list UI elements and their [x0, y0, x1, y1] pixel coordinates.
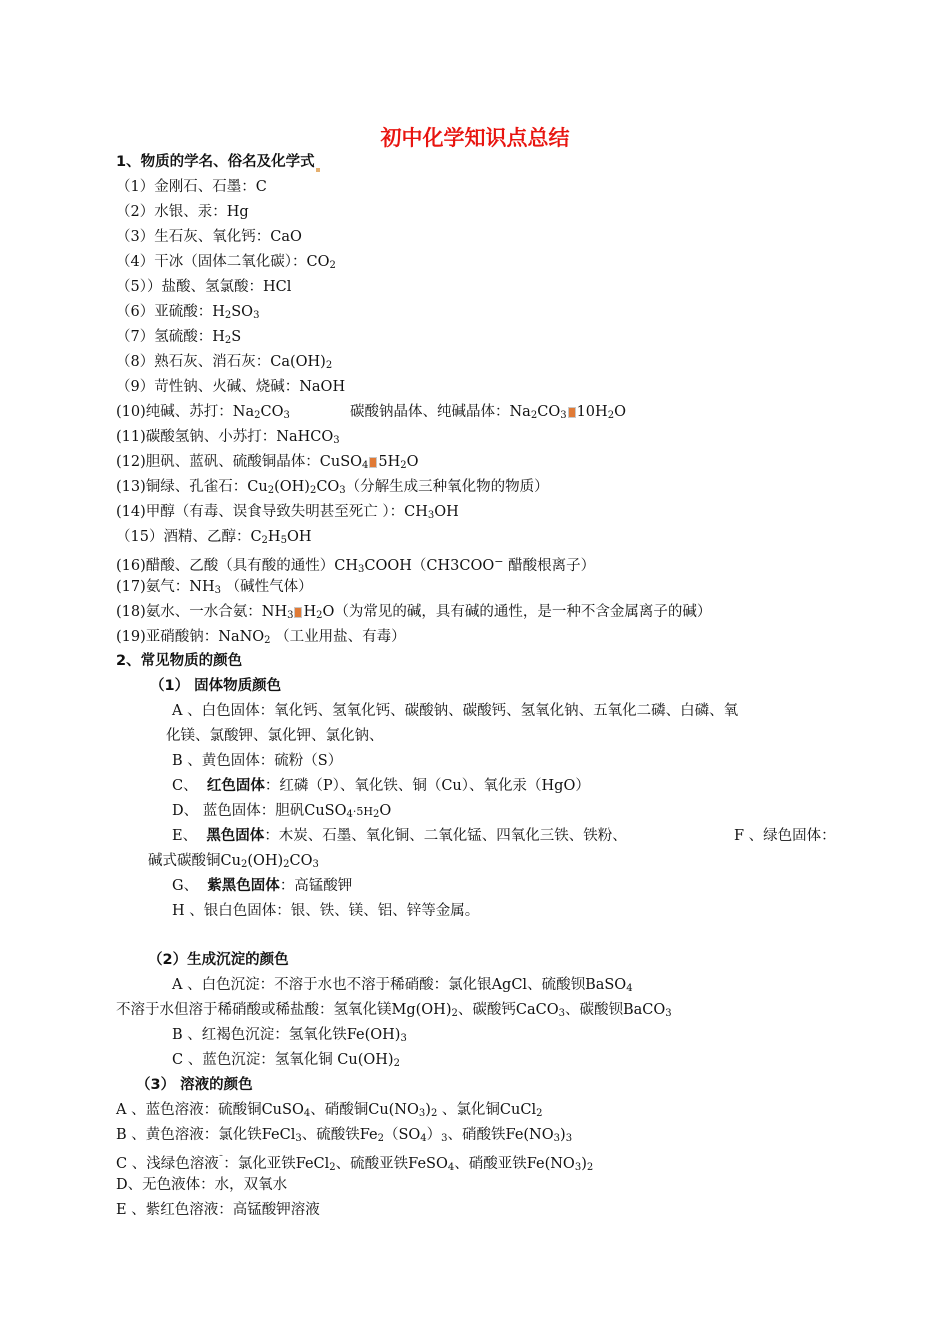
list-item: F 、绿色固体： — [734, 828, 836, 844]
list-item: （2）水银、汞：Hg — [116, 204, 249, 220]
subsection-heading: （2）生成沉淀的颜色 — [148, 952, 289, 968]
list-item: D、 蓝色固体：胆矾$CuSO_4\cdot 5H_2O$ — [172, 803, 392, 820]
list-item: (14)甲醇（有毒、误食导致失明甚至死亡 ）：$CH_3OH$ — [116, 504, 459, 521]
list-item: （1）金刚石、石墨：C — [116, 179, 267, 195]
section-1-heading: 1、物质的学名、俗名及化学式 — [116, 152, 320, 172]
list-item: D、无色液体：水，双氧水 — [116, 1177, 288, 1193]
list-item: （6）亚硫酸：$H_2SO_3$ — [116, 304, 260, 321]
list-item: （15）酒精、乙醇：$C_2H_5OH$ — [116, 529, 312, 546]
list-item: 碳酸钠晶体、纯碱晶体：$Na_2CO_3$ $10H_2O$ — [350, 404, 626, 421]
list-item: （7）氢硫酸：$H_2S$ — [116, 329, 242, 346]
list-item: C 、蓝色沉淀：氢氧化铜 $Cu(OH)_2$ — [172, 1052, 400, 1069]
list-item: A 、蓝色溶液：硫酸铜CuSO$_4$、硝酸铜$Cu(NO_3)_2$ 、氯化铜CuCl$_2$ — [116, 1102, 543, 1119]
list-item: （8）熟石灰、消石灰：$Ca(OH)_2$ — [116, 354, 333, 371]
list-item: A 、白色固体：氧化钙、氢氧化钙、碳酸钠、碳酸钙、氢氧化钠、五氧化二磷、白磷、氧 — [172, 703, 739, 719]
edit-marker-icon — [316, 168, 320, 172]
edit-marker-icon — [568, 407, 576, 418]
list-item: （5））盐酸、氢氯酸：HCl — [116, 279, 292, 295]
list-item: (10)纯碱、苏打：$Na_2CO_3$ — [116, 404, 290, 421]
list-item: B 、红褐色沉淀：氢氧化铁$Fe(OH)_3$ — [172, 1027, 407, 1044]
list-item: 不溶于水但溶于稀硝酸或稀盐酸：氢氧化镁$Mg(OH)_2$、碳酸钙CaCO$_3$、碳酸钡BaCO$_3$ — [116, 1002, 672, 1019]
list-item: H 、银白色固体：银、铁、镁、铝、锌等金属。 — [172, 903, 480, 919]
edit-marker-icon — [369, 457, 377, 468]
list-item: (11)碳酸氢钠、小苏打：NaHCO$_3$ — [116, 429, 340, 446]
list-item: 碱式碳酸铜$Cu_2(OH)_2CO_3$ — [148, 853, 319, 870]
list-item: (18)氨水、一水合氨：$NH_3$ $H_2O$（为常见的碱，具有碱的通性，是一种不含金属离子的碱） — [116, 604, 712, 621]
list-item: （4）干冰（固体二氧化碳）：$CO_2$ — [116, 254, 336, 271]
list-item: B 、黄色固体：硫粉（S） — [172, 753, 343, 769]
list-item: (17)氨气：$NH_3$ （碱性气体） — [116, 579, 313, 596]
list-item: E 、紫红色溶液：高锰酸钾溶液 — [116, 1202, 320, 1218]
list-item: C、 红色固体：红磷（P）、氧化铁、铜（Cu）、氧化汞（HgO） — [172, 778, 590, 794]
subsection-heading: （1） 固体物质颜色 — [150, 678, 282, 694]
list-item: (13)铜绿、孔雀石：$Cu_2(OH)_2CO_3$（分解生成三种氧化物的物质） — [116, 479, 549, 496]
list-item: C 、浅绿色溶液¨：氯化亚铁FeCl$_2$、硫酸亚铁FeSO$_4$、硝酸亚铁$Fe(NO_3)_2$ — [116, 1155, 594, 1173]
list-item: 化镁、氯酸钾、氯化钾、氯化钠、 — [166, 728, 384, 744]
subsection-heading: （3） 溶液的颜色 — [136, 1077, 253, 1093]
list-item: A 、白色沉淀：不溶于水也不溶于稀硝酸：氯化银AgCl、硫酸钡BaSO$_4$ — [172, 977, 633, 994]
list-item: (19)亚硝酸钠：NaNO$_2$ （工业用盐、有毒） — [116, 629, 406, 646]
edit-marker-icon — [294, 607, 302, 618]
list-item: (16)醋酸、乙酸（具有酸的通性）$CH_3COOH(CH3COO^-$ 醋酸根离子） — [116, 555, 596, 575]
list-item: G、 紫黑色固体：高锰酸钾 — [172, 878, 353, 894]
page-title: 初中化学知识点总结 — [380, 126, 570, 150]
list-item: （3）生石灰、氧化钙：CaO — [116, 229, 302, 245]
list-item: E、 黑色固体：木炭、石墨、氧化铜、二氧化锰、四氧化三铁、铁粉、 — [172, 828, 627, 844]
list-item: (12)胆矾、蓝矾、硫酸铜晶体：CuSO$_4$ $5H_2O$ — [116, 454, 419, 471]
list-item: （9）苛性钠、火碱、烧碱：NaOH — [116, 379, 346, 395]
list-item: B 、黄色溶液：氯化铁FeCl$_3$、硫酸铁$Fe_2(SO_4)_3$、硝酸铁$Fe(NO_3)_3$ — [116, 1127, 573, 1144]
section-2-heading: 2、常见物质的颜色 — [116, 653, 243, 669]
